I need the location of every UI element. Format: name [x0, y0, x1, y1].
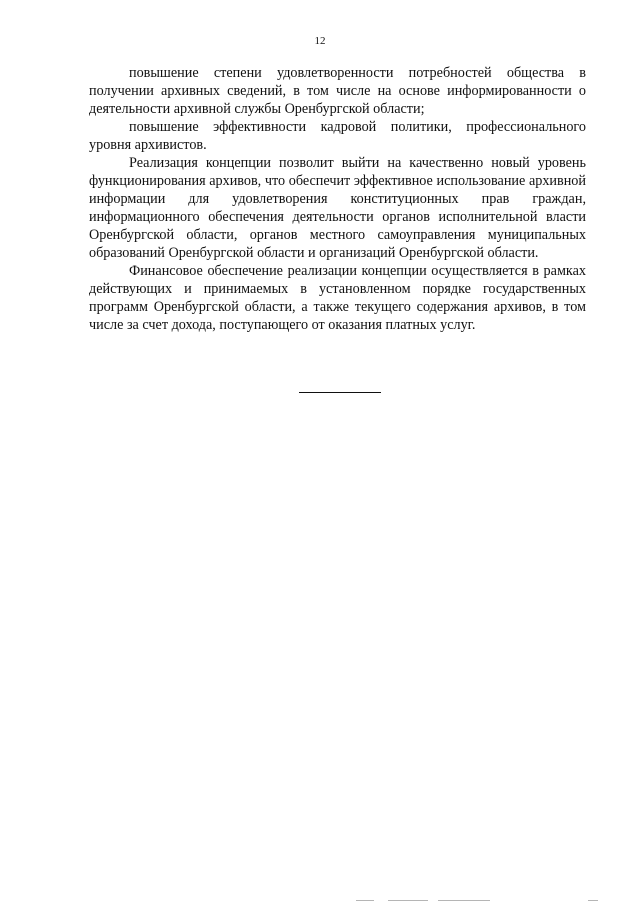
bottom-scan-marks [0, 896, 640, 905]
scan-mark [438, 900, 490, 901]
document-body [89, 64, 586, 334]
paragraph-implementation: Реализация концепции позволит выйти на качественно новый уровень функционирования архивов, что обеспечит эффективное использование архивной информации для удовлетворения конституционных прав граждан, информационного обеспечения деятельности органов исполнительной власти Оренбургской области, органов местного самоуправления муниципальных образований Оренбургской области и организаций Оренбургской области. [89, 155, 586, 261]
paragraph-personnel-policy: повышение эффективности кадровой политики, профессионального уровня архивистов. [89, 119, 586, 153]
paragraph-financing: Финансовое обеспечение реализации концепции осуществляется в рамках действующих и принимаемых в установленном порядке государственных программ Оренбургской области, а также текущего содержания архивов, в том числе за счет дохода, поступающего от оказания платных услуг. [89, 263, 586, 333]
scan-mark [356, 900, 374, 901]
scan-mark [388, 900, 428, 901]
end-separator-line [299, 392, 381, 393]
page-number: 12 [314, 35, 326, 47]
scan-mark [588, 900, 598, 901]
paragraph-satisfaction: повышение степени удовлетворенности потребностей общества в получении архивных сведений, в том числе на основе информированности о деятельности архивной службы Оренбургской области; [89, 65, 586, 117]
